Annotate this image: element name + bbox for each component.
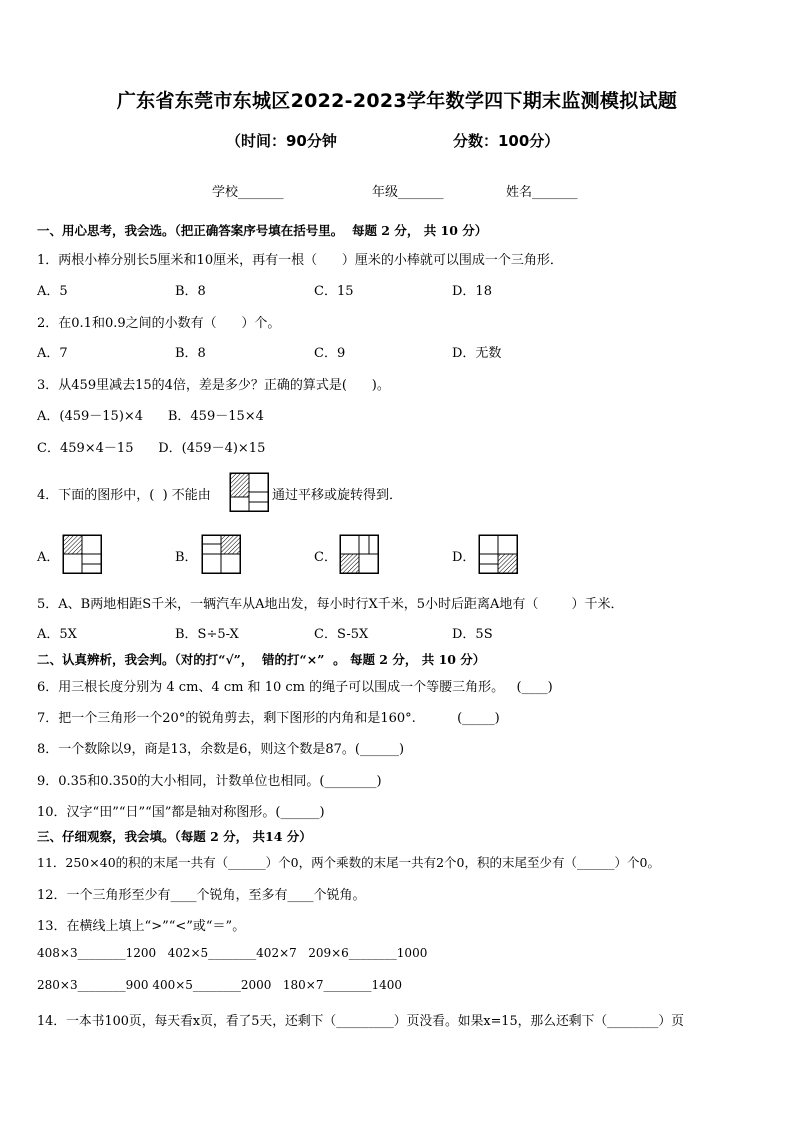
question-5: 5．A、B两地相距S千米，一辆汽车从A地出发，每小时行X千米，5小时后距离A地有（ ）千米．	[37, 597, 624, 612]
section-3-heading: 三、仔细观察，我会填。（每题 2 分， 共14 分）	[37, 829, 312, 844]
school-field[interactable]: 学校_______	[212, 185, 284, 200]
q3-options-row-1[interactable]: A．(459－15)×4 B．459－15×4	[37, 409, 264, 424]
q4-option-b[interactable]: B．	[175, 550, 198, 565]
q4-option-d-figure[interactable]	[478, 534, 518, 574]
exam-time: （时间：90分钟	[226, 132, 337, 150]
question-4-prefix: 4．下面的图形中，( ) 不能由	[37, 488, 211, 503]
q13-row-1[interactable]: 408×3________1200 402×5________402×7 209×6________1000	[37, 946, 428, 960]
question-13: 13．在横线上填上“>”“<”或“＝”。	[37, 919, 246, 934]
q4-option-a-figure[interactable]	[62, 534, 102, 574]
q1-option-d[interactable]: D．18	[452, 284, 492, 299]
q5-option-b[interactable]: B．S÷5-X	[175, 627, 239, 642]
question-11: 11．250×40的积的末尾一共有（______）个0，两个乘数的末尾一共有2个0，积的末尾至少有（______）个0。	[37, 855, 660, 870]
q1-option-b[interactable]: B．8	[175, 284, 206, 299]
question-4-suffix: 通过平移或旋转得到．	[272, 488, 403, 503]
q2-option-b[interactable]: B．8	[175, 346, 206, 361]
question-9: 9．0.35和0.350的大小相同，计数单位也相同。(________)	[37, 774, 382, 789]
q2-option-c[interactable]: C．9	[314, 346, 346, 361]
question-14: 14．一本书100页，每天看x页，看了5天，还剩下（_________）页没看。如果x=15，那么还剩下（________）页	[37, 1014, 684, 1029]
q2-option-d[interactable]: D．无数	[452, 346, 502, 361]
question-10: 10．汉字“田”“日”“国”都是轴对称图形。(______)	[37, 805, 325, 820]
question-6: 6．用三根长度分别为 4 cm、4 cm 和 10 cm 的绳子可以围成一个等腰三角形。 (____)	[37, 680, 553, 695]
q3-options-row-2[interactable]: C．459×4－15 D．(459－4)×15	[37, 441, 266, 456]
section-1-heading: 一、用心思考，我会选。（把正确答案序号填在括号里。 每题 2 分， 共 10 分）	[37, 223, 488, 238]
q4-option-c-figure[interactable]	[339, 534, 379, 574]
q4-option-d[interactable]: D．	[452, 550, 476, 565]
q4-reference-figure	[229, 472, 269, 512]
section-2-heading: 二、认真辨析，我会判。（对的打“√”， 错的打“×” 。 每题 2 分， 共 10 分）	[37, 652, 486, 667]
q4-option-c[interactable]: C．	[314, 550, 337, 565]
q5-option-d[interactable]: D．5S	[452, 627, 493, 642]
q2-option-a[interactable]: A．7	[37, 346, 68, 361]
question-8: 8．一个数除以9，商是13，余数是6，则这个数是87。(______)	[37, 742, 405, 757]
q5-option-c[interactable]: C．S-5X	[314, 627, 369, 642]
question-3: 3．从459里减去15的4倍，差是多少？正确的算式是( )。	[37, 378, 390, 393]
question-7: 7．把一个三角形一个20°的锐角剪去，剩下图形的内角和是160°. (_____)	[37, 711, 500, 726]
q4-option-a[interactable]: A．	[37, 550, 60, 565]
name-field[interactable]: 姓名_______	[506, 185, 578, 200]
exam-title: 广东省东莞市东城区2022-2023学年数学四下期末监测模拟试题	[116, 90, 678, 112]
question-1: 1．两根小棒分别长5厘米和10厘米，再有一根（ ）厘米的小棒就可以围成一个三角形．	[37, 253, 563, 268]
q13-row-2[interactable]: 280×3________900 400×5________2000 180×7________1400	[37, 978, 403, 992]
question-2: 2．在0.1和0.9之间的小数有（ ）个。	[37, 316, 281, 331]
q1-option-a[interactable]: A．5	[37, 284, 68, 299]
q4-option-b-figure[interactable]	[201, 534, 241, 574]
q5-option-a[interactable]: A．5X	[37, 627, 77, 642]
q1-option-c[interactable]: C．15	[314, 284, 354, 299]
exam-score: 分数：100分）	[453, 132, 560, 150]
grade-field[interactable]: 年级_______	[372, 185, 444, 200]
question-12: 12．一个三角形至少有____个锐角，至多有____个锐角。	[37, 888, 366, 903]
